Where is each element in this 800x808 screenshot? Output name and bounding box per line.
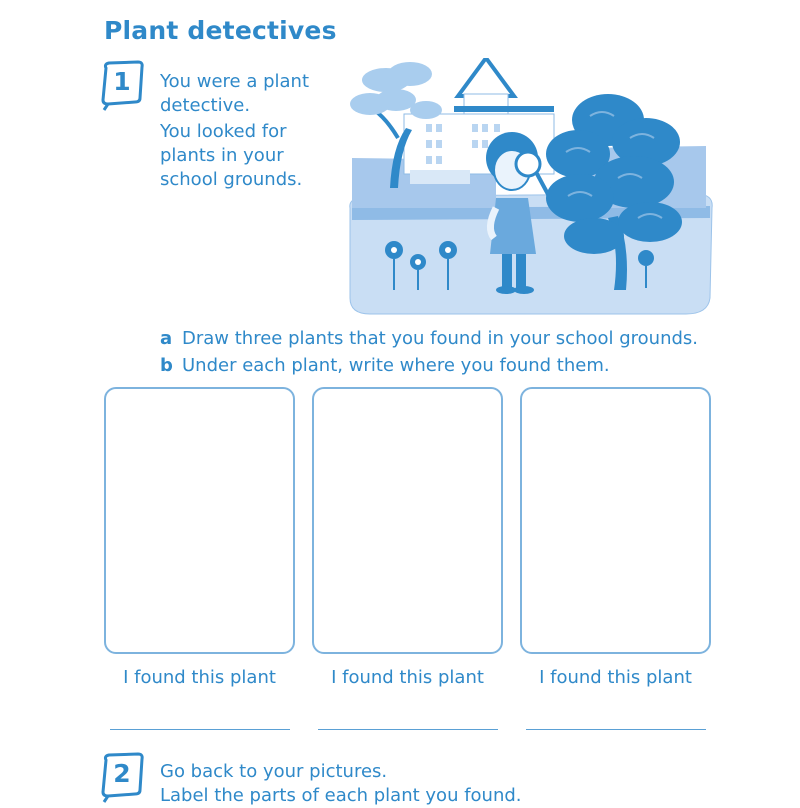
- drawing-box-3[interactable]: [520, 387, 711, 654]
- boy-with-magnifying-glass-illustration: [346, 58, 716, 318]
- caption-2: I found this plant: [331, 667, 484, 688]
- answer-line-1[interactable]: [110, 729, 290, 730]
- intro-line-1: You were a plant detective.: [160, 71, 310, 116]
- question-1-number-badge: [100, 60, 144, 104]
- answer-line-3[interactable]: [526, 729, 706, 730]
- drawing-box-2[interactable]: [312, 387, 503, 654]
- question-2-line-2: Label the parts of each plant you found.: [160, 785, 522, 806]
- intro-line-2: You looked for plants in your school grounds.: [160, 121, 303, 190]
- task-b-letter: b: [160, 355, 173, 376]
- question-1-number: 1: [113, 67, 131, 96]
- question-2-line-1: Go back to your pictures.: [160, 761, 388, 782]
- caption-3: I found this plant: [539, 667, 692, 688]
- task-a-letter: a: [160, 328, 173, 349]
- question-2-number-badge: [100, 752, 144, 796]
- task-b-text: Under each plant, write where you found them.: [182, 355, 610, 376]
- task-b: [160, 354, 610, 378]
- caption-1: I found this plant: [123, 667, 276, 688]
- question-2-number: 2: [113, 759, 131, 788]
- question-2-text: [160, 760, 522, 808]
- page-title: Plant detectives: [104, 16, 337, 45]
- question-1-intro: [160, 70, 335, 194]
- task-a: [160, 327, 698, 351]
- answer-line-2[interactable]: [318, 729, 498, 730]
- task-a-text: Draw three plants that you found in your school grounds.: [182, 328, 699, 349]
- drawing-box-1[interactable]: [104, 387, 295, 654]
